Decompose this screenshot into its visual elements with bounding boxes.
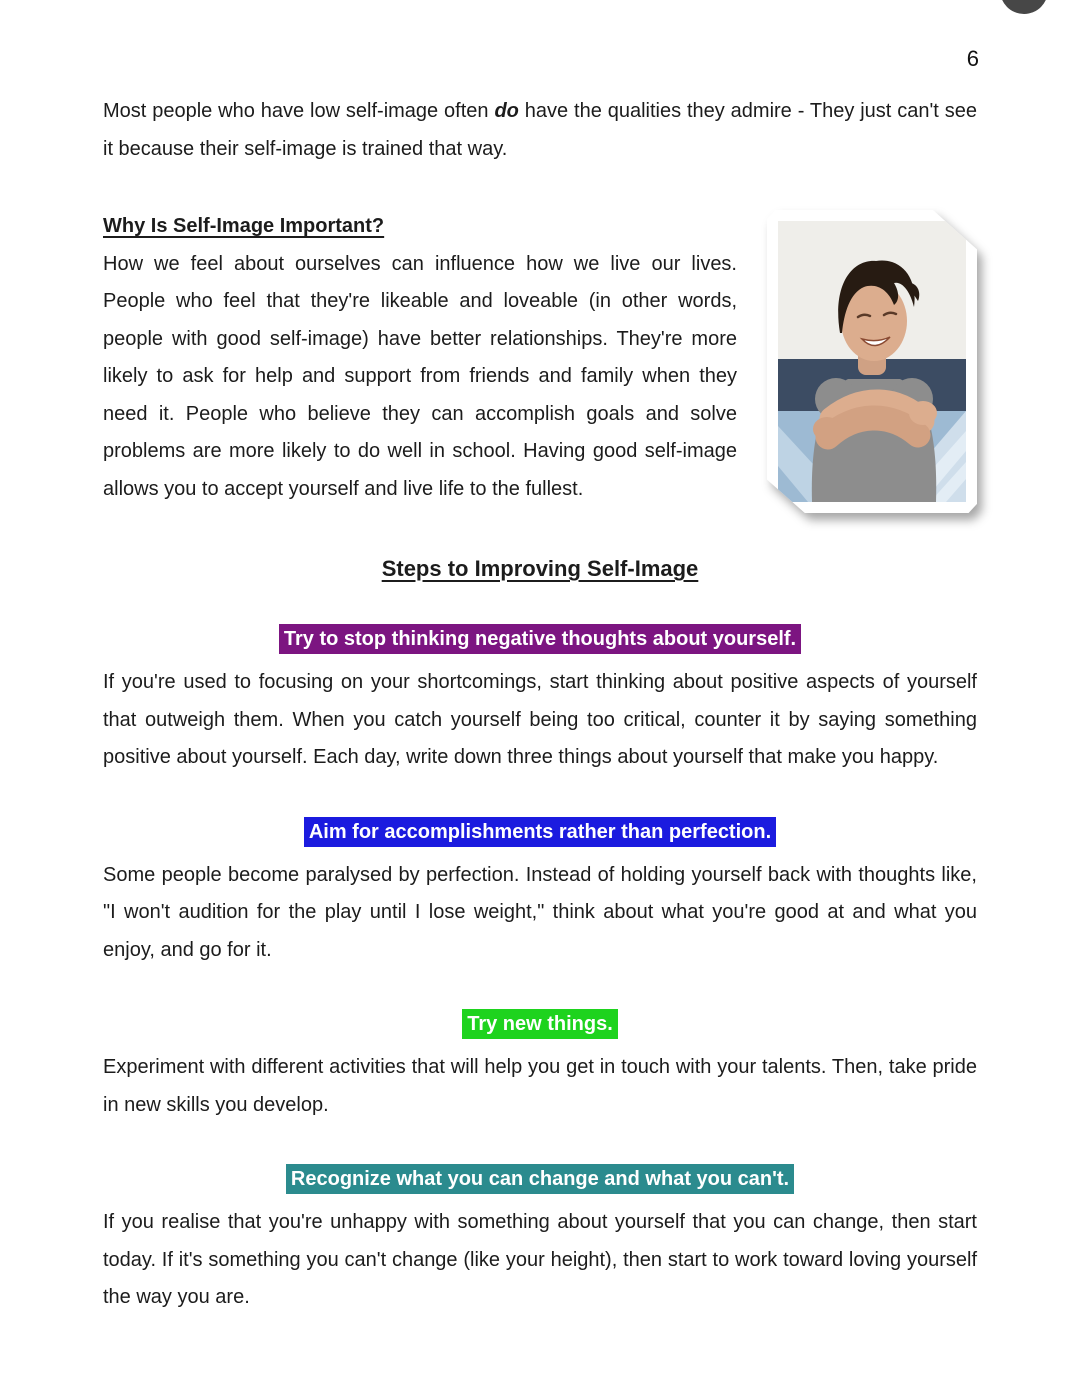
step-title-row (103, 1009, 977, 1039)
step-body-try-new-things: Experiment with different activities that will help you get in touch with your talents. Then, take pride in new skills you develop. (103, 1056, 977, 1116)
step-try-new-things (103, 1009, 977, 1124)
step-title-accomplishments: Aim for accomplishments rather than perfection. (304, 817, 776, 847)
self-hug-photo (767, 210, 977, 513)
photo-frame (767, 210, 977, 513)
step-title-row (103, 1164, 977, 1194)
step-body-recognize-change: If you realise that you're unhappy with something about yourself that you can change, then start today. If it's something you can't change (like your height), then start to work toward loving yourself the way you are. (103, 1211, 977, 1308)
step-title-row (103, 624, 977, 654)
intro-paragraph (103, 0, 977, 168)
page-number: 6 (966, 46, 979, 71)
why-self-image-heading: Why Is Self-Image Important? (103, 215, 385, 237)
step-title-try-new-things: Try new things. (462, 1009, 618, 1039)
man-hugging-himself-image (778, 221, 966, 502)
step-recognize-change (103, 1164, 977, 1317)
why-self-image-section (103, 208, 977, 508)
step-body-negative-thoughts: If you're used to focusing on your shortcomings, start thinking about positive aspects of yourself that outweigh them. When you catch yourself being too critical, counter it by saying something positive about yourself. Each day, write down three things about yourself that make you happy. (103, 671, 977, 768)
step-accomplishments (103, 817, 977, 970)
step-body-accomplishments: Some people become paralysed by perfection. Instead of holding yourself back with thoughts like, "I won't audition for the play until I lose weight," think about what you're good at and what you enjoy, and go for it. (103, 863, 977, 961)
step-title-recognize-change: Recognize what you can change and what you can't. (286, 1164, 794, 1194)
intro-bold-word: do (494, 100, 519, 122)
step-title-row (103, 817, 977, 847)
intro-text-part1: Most people who have low self-image often (103, 100, 495, 122)
why-self-image-body: How we feel about ourselves can influence how we live our lives. People who feel that they're likeable and loveable (in other words, people with good self-image) have better relationships. They're more likely to ask for help and support from friends and family when they need it. People who believe they can accomplish goals and solve problems are more likely to do well in school. Having good self-image allows you to accept yourself and live life to the fullest. (103, 252, 737, 500)
step-title-negative-thoughts: Try to stop thinking negative thoughts about yourself. (279, 624, 801, 654)
intro-text-part2: have the qualities they admire - They just can't see it because their self-image is trained that way. (103, 100, 977, 160)
steps-main-heading: Steps to Improving Self-Image (381, 556, 699, 581)
step-negative-thoughts (103, 624, 977, 777)
